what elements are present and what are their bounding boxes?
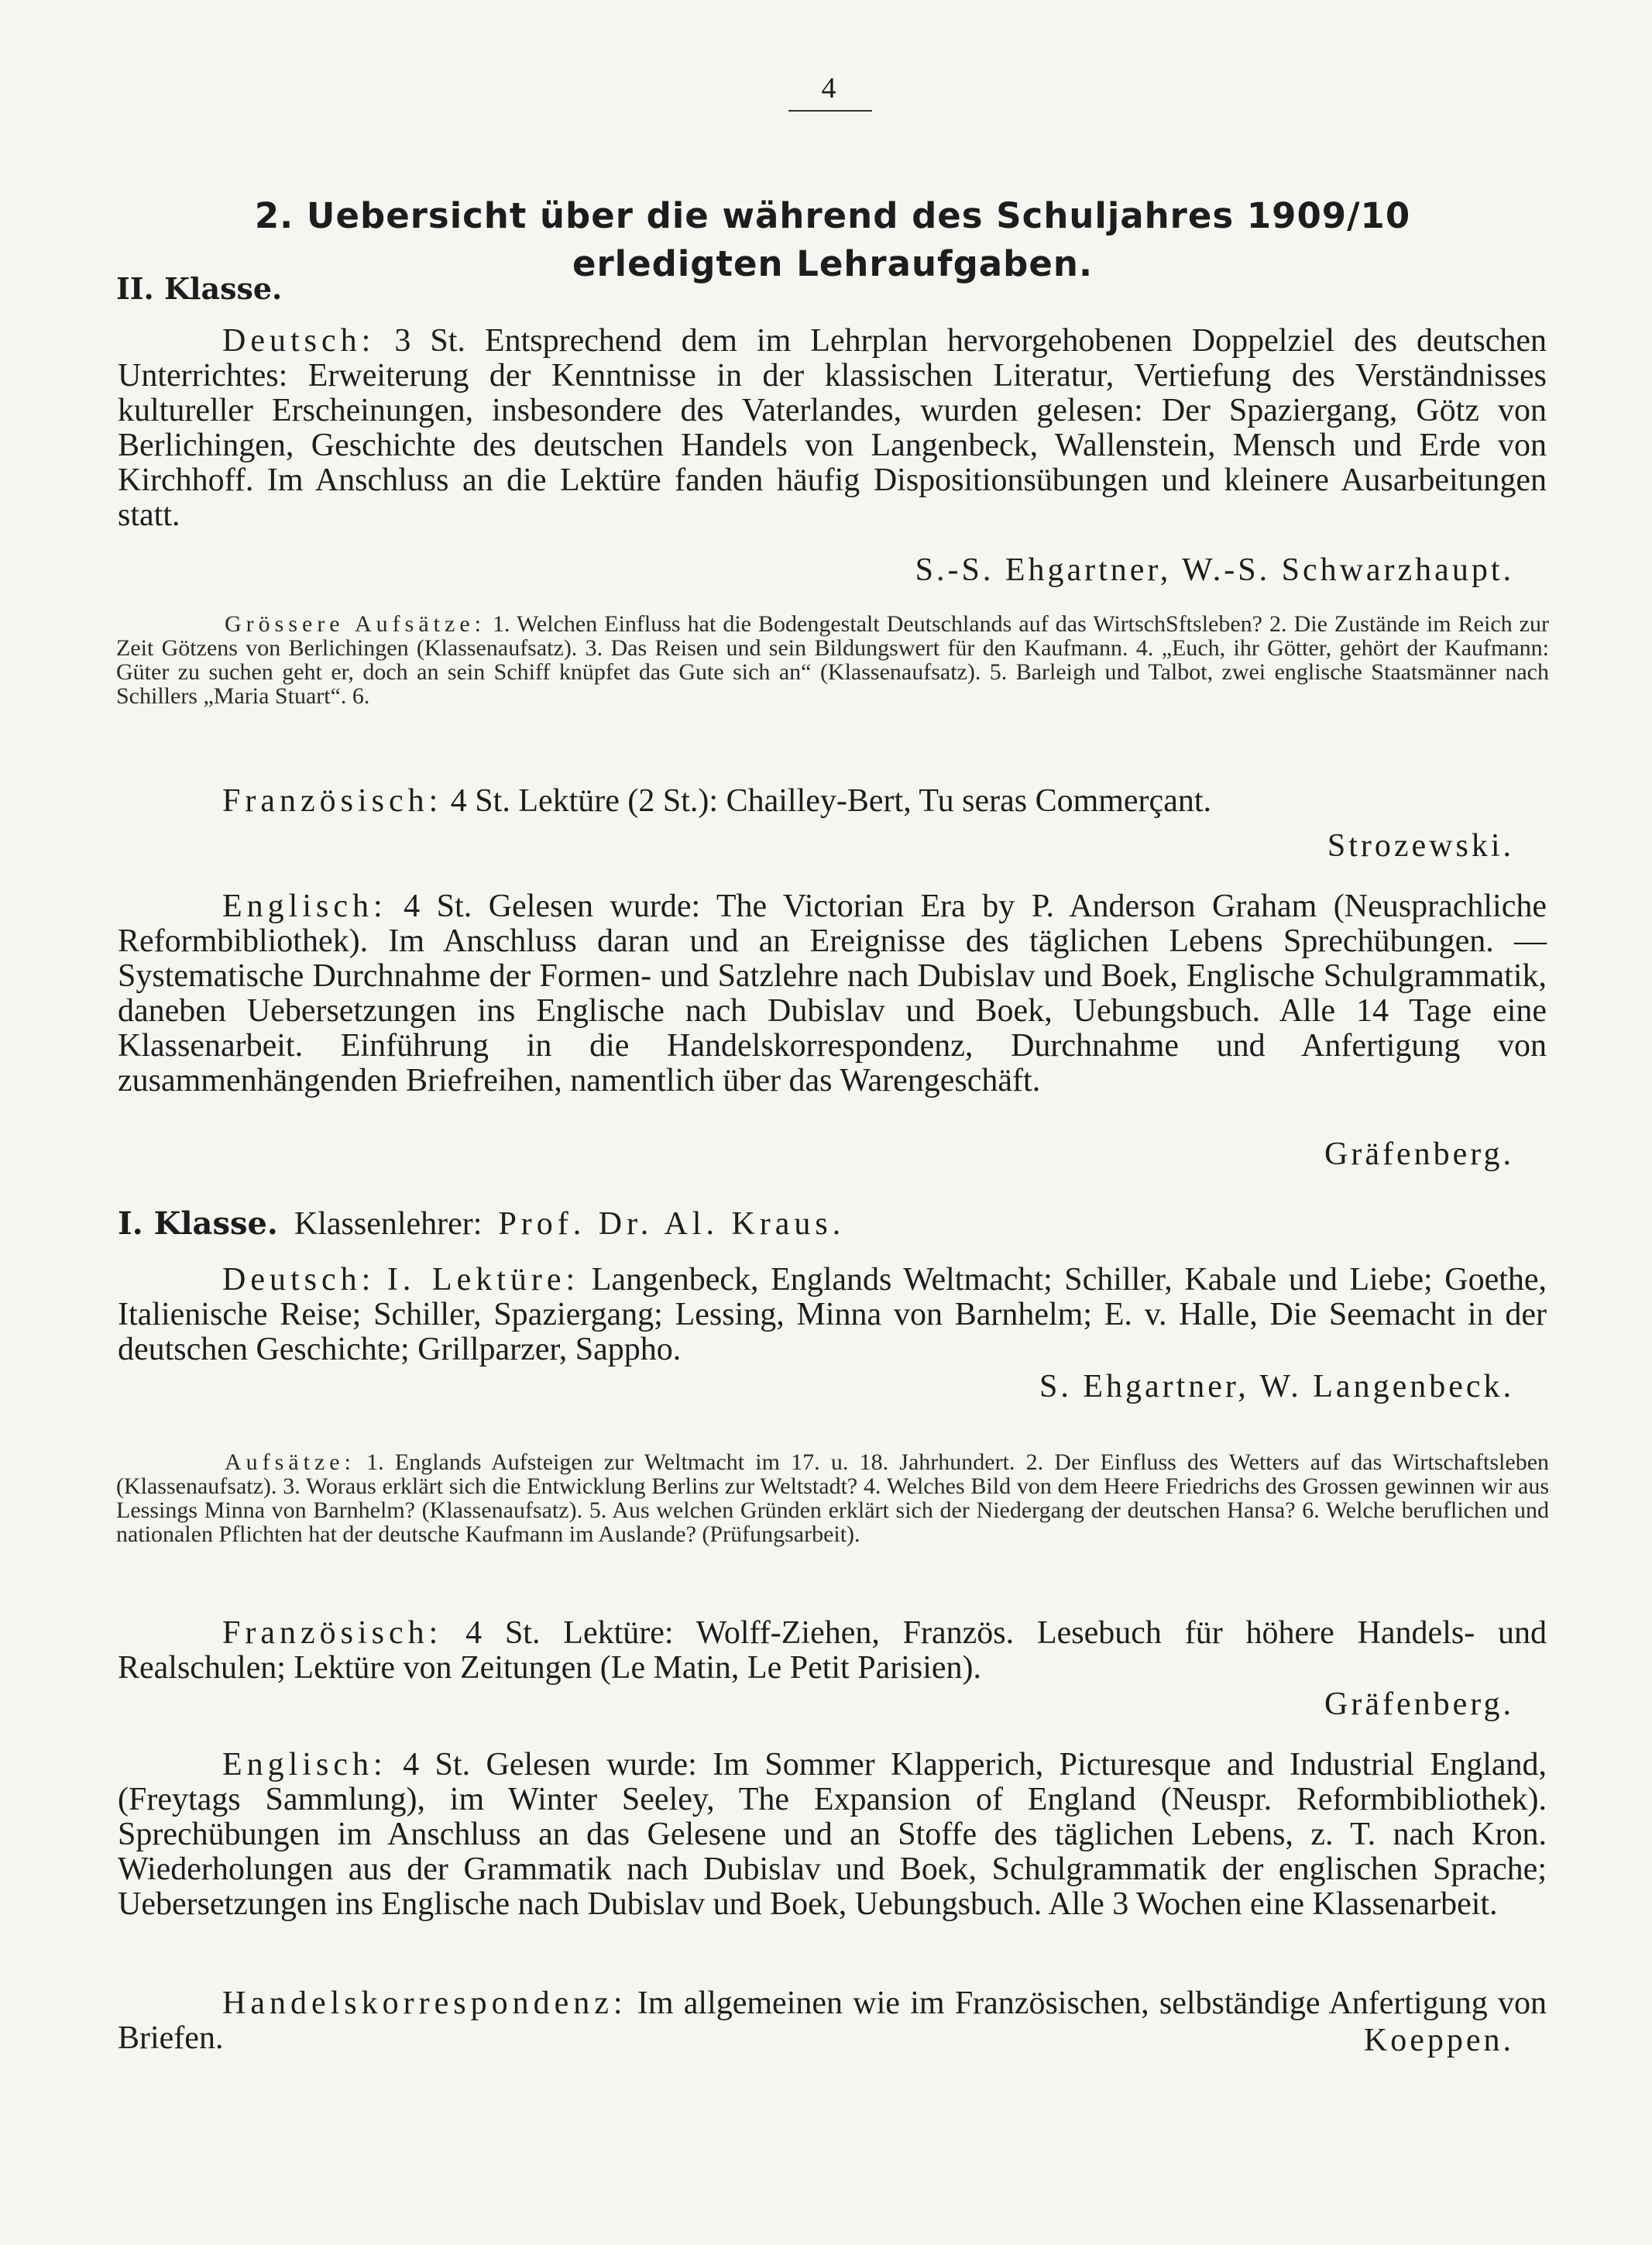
ii-aufsaetze-label: Grössere Aufsätze: bbox=[225, 611, 486, 637]
i-aufsaetze-label: Aufsätze: bbox=[225, 1449, 355, 1475]
i-deutsch-paragraph bbox=[118, 1263, 1547, 1367]
i-franzoesisch-subject: Französisch: bbox=[222, 1615, 443, 1651]
i-deutsch-lektuere-label: I. Lektüre: bbox=[386, 1262, 580, 1298]
i-aufsaetze-paragraph bbox=[116, 1450, 1549, 1546]
i-franzoesisch-text: 4 St. Lektüre: Wolff-Ziehen, Französ. Lesebuch für höhere Handels- und Realschulen; Lektüre von Zeitungen (Le Matin, Le Petit Parisien). bbox=[118, 1615, 1547, 1686]
ii-aufsaetze-text: 1. Welchen Einfluss hat die Bodengestalt Deutschlands auf das WirtschSftsleben? 2. Die Zustände im Reich zur Zeit Götzens von Berlichingen (Klassenaufsatz). 3. Das Reisen und sein Bildungswert für den Kaufmann. 4. „Euch, ihr Götter, gehört der Kaufmann: Güter zu suchen geht er, doch an sein Schiff knüpfet das Gute sich an“ (Klassenaufsatz). 5. Barleigh und Talbot, zwei englische Staatsmänner nach Schillers „Maria Stuart“. 6. bbox=[116, 611, 1549, 709]
i-englisch-text: 4 St. Gelesen wurde: Im Sommer Klapperich, Picturesque and Industrial England, (Freytags Sammlung), im Winter Seeley, The Expansion of England (Neuspr. Reformbibliothek). Sprechübungen im Anschluss an das Gelesene und an Stoffe des täglichen Lebens, z. T. nach Kron. Wiederholungen aus der Grammatik nach Dubislav und Boek, Schulgrammatik der englischen Sprache; Uebersetzungen ins Englische nach Dubislav und Boek, Uebungsbuch. Alle 3 Wochen eine Klassenarbeit. bbox=[118, 1747, 1547, 1922]
ii-aufsaetze-paragraph bbox=[116, 612, 1549, 708]
ii-deutsch-subject: Deutsch: bbox=[222, 323, 376, 359]
klassenlehrer-label: Klassenlehrer: bbox=[294, 1206, 483, 1242]
ii-franzoesisch-paragraph bbox=[118, 784, 1547, 819]
i-aufsaetze-text: 1. Englands Aufsteigen zur Weltmacht im 17. u. 18. Jahrhundert. 2. Der Einfluss des Wetters auf das Wirtschaftsleben (Klassenaufsatz). 3. Woraus erklärt sich die Entwicklung Berlins zur Weltstadt? 4. Welches Bild von dem Heere Friedrichs des Grossen gewinnen wir aus Lessings Minna von Barnhelm? (Klassenaufsatz). 5. Aus welchen Gründen erklärt sich der Niedergang der deutschen Hansa? 6. Welche beruflichen und nationalen Pflichten hat der deutsche Kaufmann im Auslande? (Prüfungsarbeit). bbox=[116, 1449, 1550, 1547]
section-heading: 2. Uebersicht über die während des Schuljahres 1909/10 erledigten Lehraufgaben. bbox=[254, 195, 1411, 284]
ii-englisch-teacher: Gräfenberg. bbox=[1324, 1136, 1514, 1172]
i-deutsch-subject: Deutsch: bbox=[222, 1262, 376, 1298]
ii-franzoesisch-subject: Französisch: bbox=[222, 783, 443, 819]
page-number-rule bbox=[788, 110, 872, 112]
i-englisch-paragraph bbox=[118, 1748, 1547, 1922]
klasse-1-line bbox=[118, 1205, 845, 1243]
i-englisch-subject: Englisch: bbox=[222, 1747, 387, 1783]
ii-deutsch-text: 3 St. Entsprechend dem im Lehrplan hervorgehobenen Doppelziel des deutschen Unterrichtes: Erweiterung der Kenntnisse in der klassischen Literatur, Vertiefung des Verständnisses kultureller Erscheinungen, insbesondere des Vaterlandes, wurden gelesen: Der Spaziergang, Götz von Berlichingen, Geschichte des deutschen Handels von Langenbeck, Wallenstein, Mensch und Erde von Kirchhoff. Im Anschluss an die Lektüre fanden häufig Dispositionsübungen und kleinere Ausarbeitungen statt. bbox=[118, 323, 1547, 533]
ii-deutsch-paragraph bbox=[118, 324, 1547, 533]
klasse-2-title: II. Klasse. bbox=[116, 271, 283, 306]
i-handelskorrespondenz-teacher: Koeppen. bbox=[1363, 2023, 1514, 2058]
i-franzoesisch-paragraph bbox=[118, 1616, 1547, 1686]
i-franzoesisch-teacher: Gräfenberg. bbox=[1324, 1686, 1514, 1722]
ii-englisch-text: 4 St. Gelesen wurde: The Victorian Era by P. Anderson Graham (Neusprachliche Reformbibliothek). Im Anschluss daran und an Ereignisse des täglichen Lebens Sprechübungen. — Systematische Durchnahme der Formen- und Satzlehre nach Dubislav und Boek, Englische Schulgrammatik, daneben Uebersetzungen ins Englische nach Dubislav und Boek, Uebungsbuch. Alle 14 Tage eine Klassenarbeit. Einführung in die Handelskorrespondenz, Durchnahme und Anfertigung von zusammenhängenden Briefreihen, namentlich über das Warengeschäft. bbox=[118, 889, 1547, 1098]
klasse-1-title: I. Klasse. bbox=[118, 1205, 278, 1242]
ii-englisch-paragraph bbox=[118, 889, 1547, 1098]
i-deutsch-text: Langenbeck, Englands Weltmacht; Schiller, Kabale und Liebe; Goethe, Italienische Reise; Schiller, Spaziergang; Lessing, Minna von Barnhelm; E. v. Halle, Die Seemacht in der deutschen Geschichte; Grillparzer, Sappho. bbox=[118, 1262, 1547, 1367]
klassenlehrer-name: Prof. Dr. Al. Kraus. bbox=[498, 1206, 846, 1242]
ii-franzoesisch-text: 4 St. Lektüre (2 St.): Chailley-Bert, Tu seras Commerçant. bbox=[450, 783, 1211, 819]
ii-franzoesisch-teacher: Strozewski. bbox=[1327, 828, 1514, 864]
ii-englisch-subject: Englisch: bbox=[222, 889, 387, 924]
page-number: 4 bbox=[821, 72, 836, 105]
i-deutsch-teachers: S. Ehgartner, W. Langenbeck. bbox=[1039, 1369, 1514, 1404]
ii-deutsch-teachers: S.-S. Ehgartner, W.-S. Schwarzhaupt. bbox=[915, 552, 1514, 588]
i-handelskorrespondenz-paragraph bbox=[118, 1986, 1547, 2056]
i-handelskorrespondenz-subject: Handelskorrespondenz: bbox=[222, 1985, 627, 2021]
i-handelskorrespondenz-text: Im allgemeinen wie im Französischen, selbständige Anfertigung von Briefen. bbox=[118, 1985, 1547, 2056]
